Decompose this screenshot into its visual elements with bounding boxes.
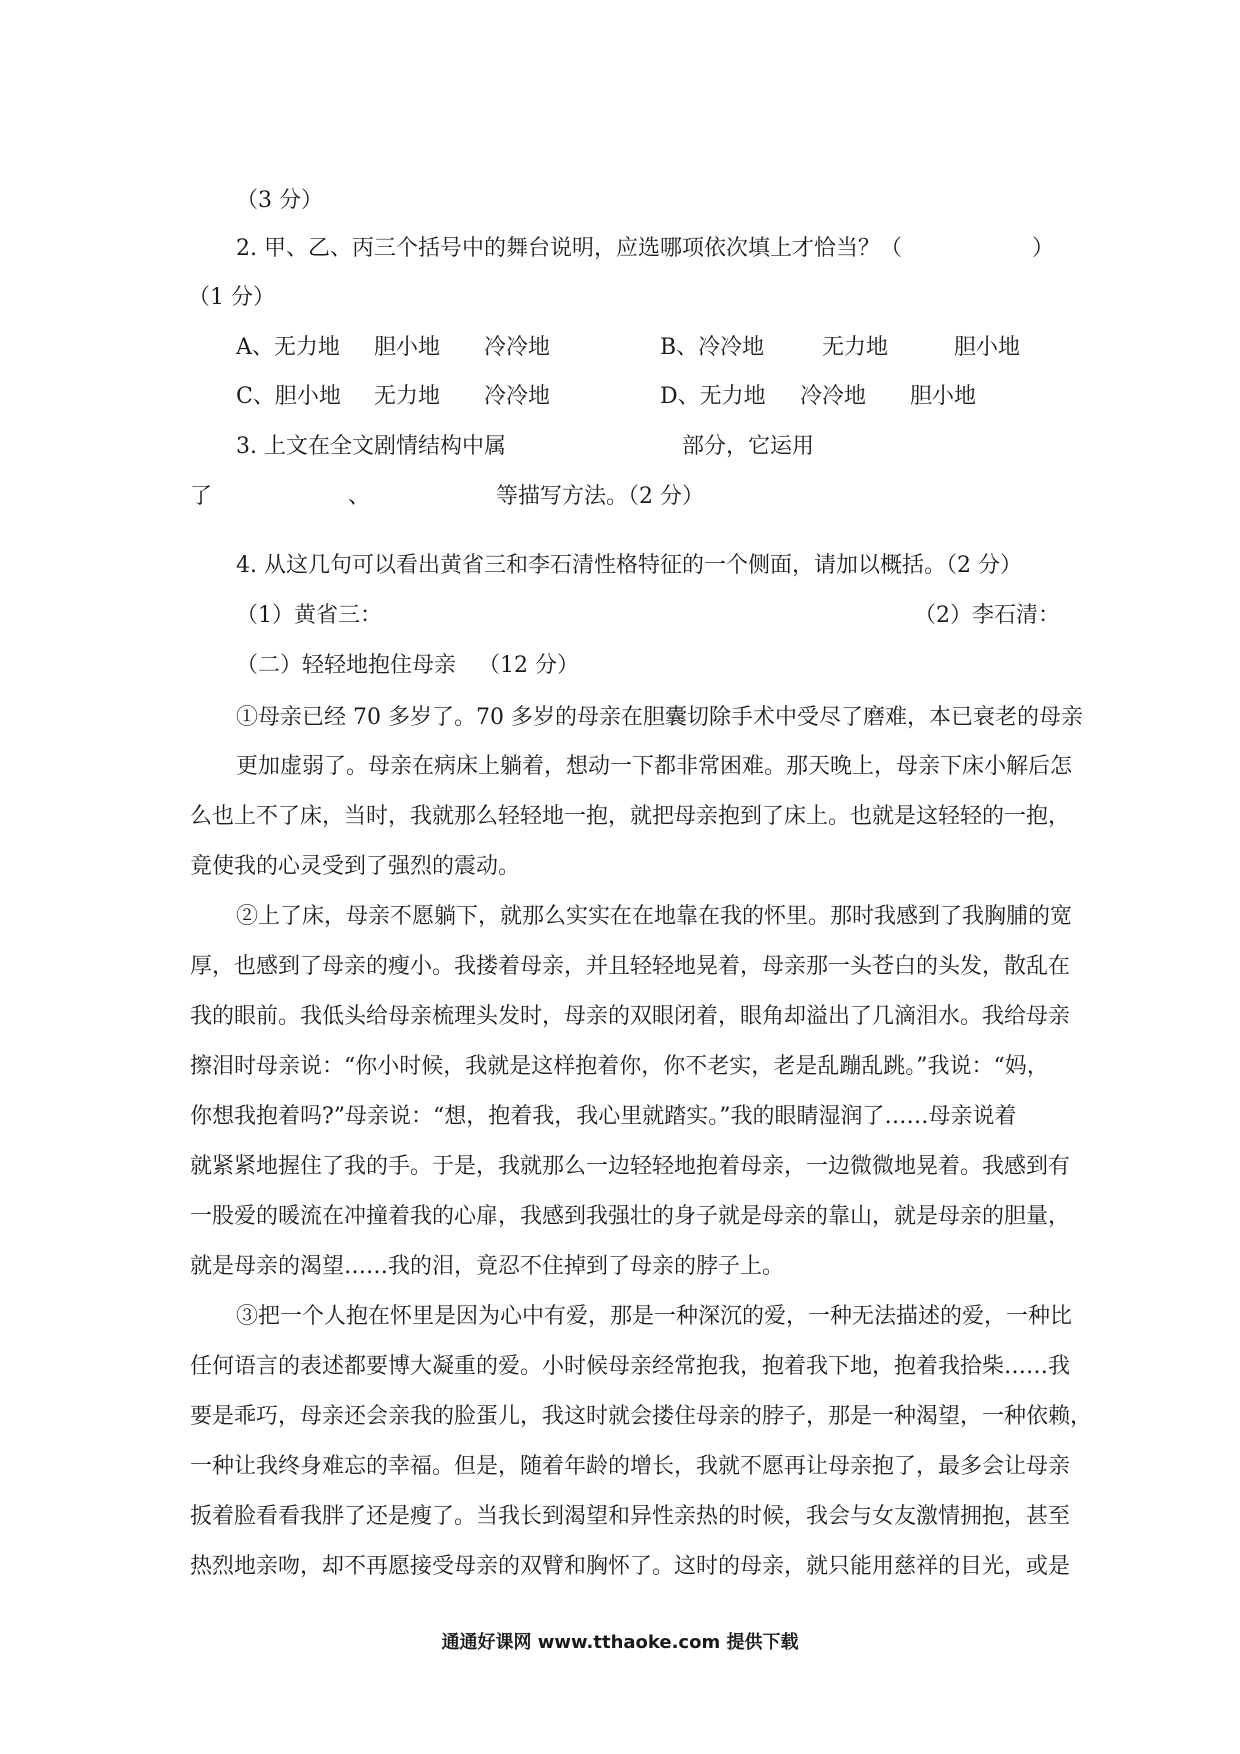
q2-score: （1 分）: [188, 285, 275, 310]
q3-part-1: 3. 上文在全文剧情结构中属: [236, 434, 506, 459]
q3-part-4: 等描写方法。（2 分）: [496, 484, 704, 509]
q4-answer-1: （1）黄省三：: [236, 603, 382, 628]
q2-option-b-2: 无力地: [822, 335, 889, 360]
q4-question: 4. 从这几句可以看出黄省三和李石清性格特征的一个侧面，请加以概括。（2 分）: [236, 553, 1022, 578]
q2-option-d-2: 冷冷地: [800, 384, 867, 409]
q1-score: （3 分）: [236, 188, 323, 213]
q2-option-c-1: C、胆小地: [236, 384, 341, 409]
q2-option-b-1: B、冷冷地: [660, 335, 765, 360]
paragraph-3-line: 要是乖巧，母亲还会亲我的脸蛋儿，我这时就会搂住母亲的脖子，那是一种渴望，一种依赖，: [190, 1404, 1093, 1429]
q2-option-c-3: 冷冷地: [484, 384, 551, 409]
paragraph-1-line: 更加虚弱了。母亲在病床上躺着，想动一下都非常困难。那天晚上，母亲下床小解后怎: [236, 754, 1073, 779]
paragraph-1-line: 竟使我的心灵受到了强烈的震动。: [190, 854, 521, 879]
paragraph-2-line: 就紧紧地握住了我的手。于是，我就那么一边轻轻地抱着母亲，一边微微地晃着。我感到有: [190, 1154, 1071, 1179]
paragraph-3-line: 一种让我终身难忘的幸福。但是，随着年龄的增长，我就不愿再让母亲抱了，最多会让母亲: [190, 1454, 1071, 1479]
q2-option-c-2: 无力地: [374, 384, 441, 409]
q2-close-paren: ）: [1032, 236, 1055, 261]
page-footer: 通通好课网 www.tthaoke.com 提供下载: [441, 1632, 799, 1653]
paragraph-2-line: 就是母亲的渴望……我的泪，竟忍不住掉到了母亲的脖子上。: [190, 1254, 785, 1279]
paragraph-2-line: 厚，也感到了母亲的瘦小。我搂着母亲，并且轻轻地晃着，母亲那一头苍白的头发，散乱在: [190, 954, 1071, 979]
q2-text: 2. 甲、乙、丙三个括号中的舞台说明，应选哪项依次填上才恰当？（: [236, 236, 902, 261]
q3-part-2: 部分，它运用: [682, 434, 815, 459]
section-2-score: （12 分）: [478, 653, 579, 678]
paragraph-2-line: ②上了床，母亲不愿躺下，就那么实实在在地靠在我的怀里。那时我感到了我胸脯的宽: [236, 904, 1073, 929]
paragraph-2-line: 你想我抱着吗?”母亲说：“想，抱着我，我心里就踏实。”我的眼睛湿润了……母亲说着: [190, 1104, 1017, 1129]
paragraph-3-line: 任何语言的表述都要博大凝重的爱。小时候母亲经常抱我，抱着我下地，抱着我拾柴……我: [190, 1354, 1071, 1379]
q2-option-a-1: A、无力地: [236, 335, 340, 360]
q2-option-d-1: D、无力地: [660, 384, 766, 409]
paragraph-3-line: 扳着脸看看我胖了还是瘦了。当我长到渴望和异性亲热的时候，我会与女友激情拥抱，甚至: [190, 1504, 1071, 1529]
paragraph-1-line: ①母亲已经 70 多岁了。70 多岁的母亲在胆囊切除手术中受尽了磨难，本已衰老的母亲: [236, 705, 1083, 730]
q2-option-a-3: 冷冷地: [484, 335, 551, 360]
paragraph-2-line: 我的眼前。我低头给母亲梳理头发时，母亲的双眼闭着，眼角却溢出了几滴泪水。我给母亲: [190, 1004, 1071, 1029]
q4-answer-2: （2）李石清：: [914, 603, 1060, 628]
paragraph-1-line: 么也上不了床，当时，我就那么轻轻地一抱，就把母亲抱到了床上。也就是这轻轻的一抱，: [190, 804, 1071, 829]
q2-question: [236, 234, 1056, 264]
q2-option-a-2: 胆小地: [374, 335, 441, 360]
section-2-title: （二）轻轻地抱住母亲: [236, 653, 457, 678]
paragraph-3-line: 热烈地亲吻，却不再愿接受母亲的双臂和胸怀了。这时的母亲，就只能用慈祥的目光，或是: [190, 1554, 1071, 1579]
q2-option-b-3: 胆小地: [954, 335, 1021, 360]
paragraph-2-line: 一股爱的暖流在冲撞着我的心扉，我感到我强壮的身子就是母亲的靠山，就是母亲的胆量，: [190, 1204, 1071, 1229]
q3-separator: 、: [348, 484, 371, 509]
q3-part-3: 了: [190, 484, 213, 509]
paragraph-3-line: ③把一个人抱在怀里是因为心中有爱，那是一种深沉的爱，一种无法描述的爱，一种比: [236, 1304, 1073, 1329]
paragraph-2-line: 擦泪时母亲说：“你小时候，我就是这样抱着你，你不老实，老是乱蹦乱跳。”我说：“妈，: [190, 1054, 1049, 1079]
q2-option-d-3: 胆小地: [910, 384, 977, 409]
